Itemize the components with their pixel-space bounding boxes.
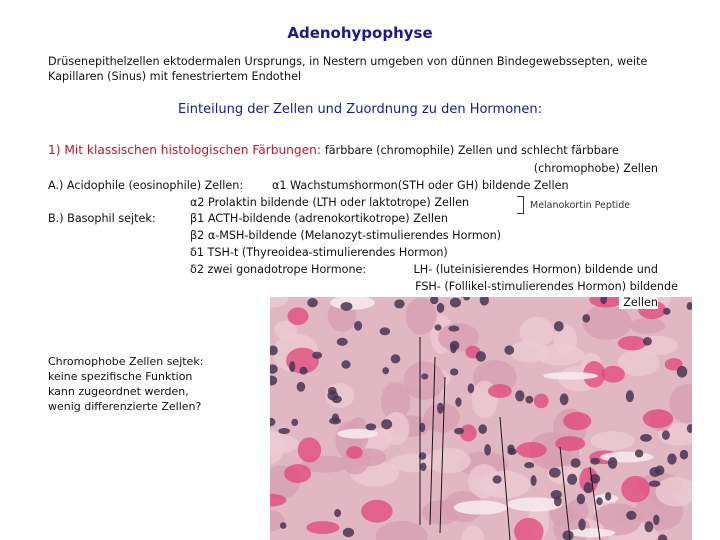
delta1-line: δ1 TSH-t (Thyreoidea-stimulierendes Hormon) (190, 246, 448, 259)
chromophobe-note: Chromophobe Zellen sejtek: keine spezifische Funktion kann zugeordnet werden, wenig differenzierte Zellen? (48, 355, 204, 413)
eosinophil-cell (563, 412, 591, 430)
nucleus (341, 360, 350, 368)
nucleus (280, 522, 287, 529)
eosinophil-cell (284, 464, 311, 483)
nucleus (343, 528, 354, 537)
capillary-sinus (507, 497, 562, 511)
nucleus (563, 530, 574, 540)
nucleus (524, 462, 534, 468)
nucleus (649, 480, 661, 486)
alpha1-line: α1 Wachstumshormon(STH oder GH) bildende Zellen (272, 179, 569, 192)
nucleus (478, 424, 487, 434)
nucleus (448, 326, 459, 332)
fsh-line: FSH- (Follikel-stimulierendes Hormon) bildende (415, 280, 678, 293)
eosinophil-cell (306, 521, 339, 534)
nucleus (626, 390, 634, 402)
eosinophil-cell (618, 336, 646, 350)
nucleus (662, 430, 670, 440)
eosinophil-cell (517, 442, 547, 458)
cytoplasm (404, 362, 445, 400)
capillary-sinus (454, 501, 508, 515)
nucleus (437, 403, 444, 414)
nucleus (297, 382, 306, 392)
nucleus (590, 458, 600, 465)
nucleus (334, 509, 341, 517)
cytoplasm (389, 454, 437, 473)
cytoplasm (510, 341, 549, 363)
nucleus (450, 343, 456, 353)
nucleus (582, 314, 590, 322)
intro-text: Drüsenepithelzellen ektodermalen Ursprungs, in Nestern umgeben von dünnen Bindegewebssepten, weite Kapillaren (Sinus) mit fenestriertem Endothel (48, 55, 648, 83)
eosinophil-cell (621, 476, 650, 503)
nucleus (420, 463, 427, 471)
page-title: Adenohypophyse (287, 24, 433, 42)
nucleus (605, 492, 611, 501)
nucleus (450, 368, 458, 375)
histology-micrograph (270, 297, 692, 540)
nucleus (341, 302, 353, 311)
nucleus (608, 457, 617, 469)
beta2-line: β2 α-MSH-bildende (Melanozyt-stimulierendes Hormon) (190, 229, 502, 242)
nucleus (663, 308, 670, 315)
melanokortin-label: Melanokortin Peptide (530, 200, 631, 211)
eosinophil-cell (602, 366, 625, 383)
nucleus (596, 497, 603, 505)
cytoplasm (591, 431, 635, 450)
nucleus (307, 298, 318, 307)
nucleus (421, 373, 428, 379)
nucleus (644, 521, 653, 532)
nucleus (493, 475, 502, 483)
nucleus (584, 482, 593, 493)
nucleus (299, 367, 307, 375)
subtitle: Einteilung der Zellen und Zuordnung zu den Hormonen: (177, 102, 543, 117)
nucleus (626, 511, 636, 520)
melanokortin-bracket (517, 196, 524, 214)
section-1-line (48, 143, 619, 157)
capillary-sinus (567, 528, 616, 537)
nucleus (643, 337, 652, 346)
beta1-line: β1 ACTH-bildende (adrenokortikotrope) Zellen (190, 212, 448, 225)
basophile-label: B.) Basophil sejtek: (48, 212, 156, 225)
nucleus (327, 391, 338, 401)
nucleus (391, 354, 401, 363)
eosinophil-cell (287, 307, 308, 325)
zellen-word: Zellen (619, 296, 658, 309)
nucleus (653, 515, 659, 526)
acidophile-label: A.) Acidophile (eosinophile) Zellen: (48, 179, 244, 192)
nucleus (291, 419, 298, 426)
nucleus (354, 321, 362, 331)
nucleus (450, 298, 461, 308)
nucleus (381, 419, 392, 429)
nucleus (468, 383, 475, 393)
nucleus (278, 428, 290, 434)
nucleus (578, 519, 585, 531)
nucleus (577, 494, 585, 505)
nucleus (560, 393, 569, 405)
section-1-text-a: färbbare (chromophile) Zellen und schlecht färbbare (324, 144, 619, 157)
nucleus (640, 434, 652, 442)
nucleus (332, 413, 339, 422)
eosinophil-cell (361, 500, 392, 523)
nucleus (635, 449, 643, 457)
nucleus (680, 450, 688, 460)
nucleus (655, 465, 664, 475)
nucleus (455, 397, 461, 406)
nucleus (435, 324, 442, 330)
eosinophil-cell (488, 384, 512, 398)
nucleus (476, 351, 486, 362)
cytoplasm (630, 318, 666, 334)
eosinophil-cell (534, 394, 549, 409)
capillary-sinus (600, 452, 653, 463)
cytoplasm (582, 305, 631, 340)
eosinophil-cell (643, 409, 673, 428)
nucleus (312, 352, 322, 359)
nucleus (504, 345, 514, 354)
nucleus (554, 321, 564, 331)
lh-line: LH- (luteinisierendes Hormon) bildende und (413, 263, 658, 276)
nucleus (677, 366, 687, 378)
nucleus (337, 338, 348, 346)
nucleus (454, 428, 464, 435)
nucleus (289, 361, 295, 372)
nucleus (531, 475, 537, 486)
delta2-line: δ2 zwei gonadotrope Hormone: (190, 263, 367, 276)
section-1-heading: 1) Mit klassischen histologischen Färbungen: (48, 143, 321, 157)
section-1-text-b: (chromophobe) Zellen (533, 162, 658, 175)
nucleus (567, 474, 577, 485)
alpha2-line: α2 Prolaktin bildende (LTH oder laktotrope) Zellen (190, 196, 470, 209)
capillary-sinus (543, 372, 598, 380)
nucleus (484, 444, 491, 456)
eosinophil-cell (346, 446, 363, 459)
nucleus (667, 454, 676, 465)
nucleus (525, 396, 533, 404)
nucleus (515, 390, 524, 401)
eosinophil-cell (298, 437, 321, 462)
nucleus (508, 448, 515, 455)
nucleus (366, 423, 377, 430)
nucleus (549, 468, 561, 478)
nucleus (394, 299, 404, 308)
nucleus (380, 327, 391, 335)
nucleus (437, 303, 445, 313)
nucleus (382, 367, 389, 374)
nucleus (571, 458, 581, 467)
nucleus (551, 490, 562, 499)
